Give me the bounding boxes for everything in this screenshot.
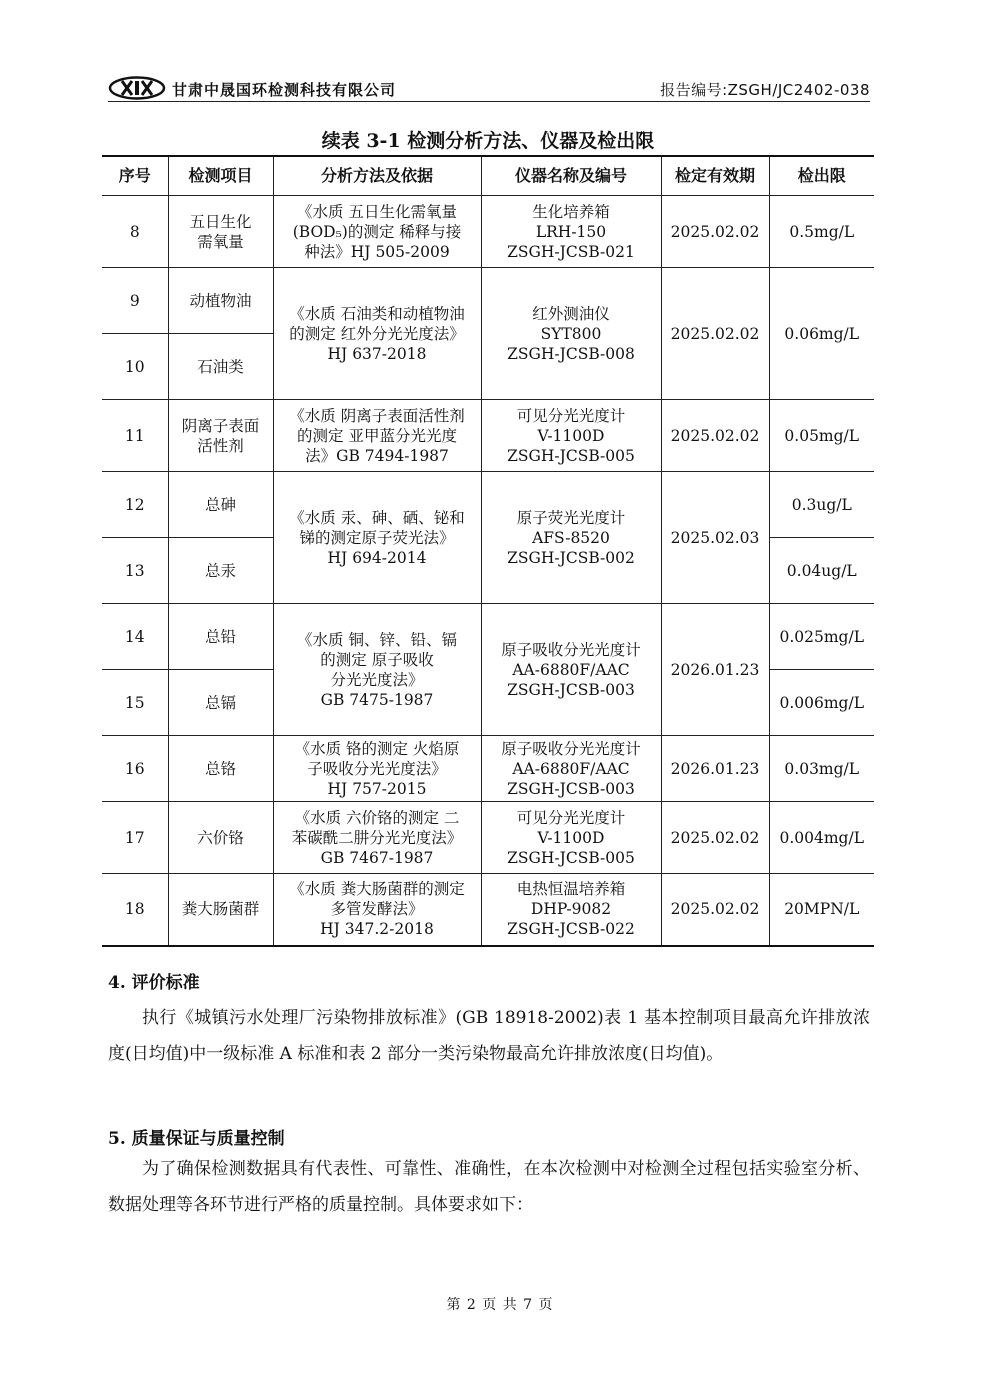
detection-limit: 0.006mg/L — [769, 670, 874, 736]
detection-limit: 0.05mg/L — [769, 400, 874, 472]
row-number: 18 — [102, 874, 168, 946]
detection-limit: 0.04ug/L — [769, 538, 874, 604]
table-title: 续表 3-1 检测分析方法、仪器及检出限 — [321, 130, 655, 152]
instrument: 原子吸收分光光度计 AA-6880F/AAC ZSGH-JCSB-003 — [481, 604, 661, 736]
table-row — [102, 196, 874, 268]
validity-date: 2025.02.02 — [661, 196, 769, 268]
method-basis: 《水质 六价铬的测定 二 苯碳酰二肼分光光度法》 GB 7467-1987 — [273, 802, 481, 874]
col-header: 检测项目 — [168, 156, 273, 196]
test-item: 阴离子表面 活性剂 — [168, 400, 273, 472]
page-number: 第 2 页 共 7 页 — [446, 1297, 554, 1313]
col-header: 仪器名称及编号 — [481, 156, 661, 196]
detection-limit: 0.5mg/L — [769, 196, 874, 268]
detection-limit: 0.3ug/L — [769, 472, 874, 538]
instrument: 原子吸收分光光度计 AA-6880F/AAC ZSGH-JCSB-003 — [481, 736, 661, 802]
validity-date: 2026.01.23 — [661, 736, 769, 802]
section-4-heading: 4. 评价标准 — [108, 973, 200, 993]
section-4-text: 执行《城镇污水处理厂污染物排放标准》(GB 18918-2002)表 1 基本控制项目最高允许排放浓度(日均值)中一级标准 A 标准和表 2 部分一类污染物最高允许排放浓度(日均值)。 — [108, 1008, 870, 1064]
row-number: 10 — [102, 334, 168, 400]
test-item: 动植物油 — [168, 268, 273, 334]
test-item: 总铅 — [168, 604, 273, 670]
row-number: 16 — [102, 736, 168, 802]
row-number: 11 — [102, 400, 168, 472]
instrument: 可见分光光度计 V-1100D ZSGH-JCSB-005 — [481, 400, 661, 472]
col-header: 检定有效期 — [661, 156, 769, 196]
instrument: 生化培养箱 LRH-150 ZSGH-JCSB-021 — [481, 196, 661, 268]
col-header: 分析方法及依据 — [273, 156, 481, 196]
section-5-heading: 5. 质量保证与质量控制 — [108, 1129, 285, 1149]
table-row — [102, 400, 874, 472]
test-item: 粪大肠菌群 — [168, 874, 273, 946]
validity-date: 2025.02.02 — [661, 874, 769, 946]
table-row — [102, 472, 874, 538]
table-row — [102, 736, 874, 802]
method-basis: 《水质 粪大肠菌群的测定 多管发酵法》 HJ 347.2-2018 — [273, 874, 481, 946]
validity-date: 2026.01.23 — [661, 604, 769, 736]
row-number: 9 — [102, 268, 168, 334]
header-divider — [108, 101, 870, 102]
method-basis: 《水质 铜、锌、铅、镉 的测定 原子吸收 分光光度法》 GB 7475-1987 — [273, 604, 481, 736]
row-number: 12 — [102, 472, 168, 538]
detection-limit: 0.03mg/L — [769, 736, 874, 802]
company-logo-icon — [108, 76, 166, 100]
method-basis: 《水质 阴离子表面活性剂 的测定 亚甲蓝分光光度 法》GB 7494-1987 — [273, 400, 481, 472]
col-header: 检出限 — [769, 156, 874, 196]
method-basis: 《水质 铬的测定 火焰原 子吸收分光光度法》 HJ 757-2015 — [273, 736, 481, 802]
test-item: 石油类 — [168, 334, 273, 400]
section-5-text: 为了确保检测数据具有代表性、可靠性、准确性，在本次检测中对检测全过程包括实验室分析、数据处理等各环节进行严格的质量控制。具体要求如下： — [108, 1159, 870, 1215]
page-header — [108, 76, 870, 102]
detection-limit: 20MPN/L — [769, 874, 874, 946]
table-row — [102, 604, 874, 670]
table-row — [102, 874, 874, 946]
row-number: 8 — [102, 196, 168, 268]
validity-date: 2025.02.02 — [661, 802, 769, 874]
company-name: 甘肃中晟国环检测科技有限公司 — [172, 81, 397, 99]
row-number: 15 — [102, 670, 168, 736]
detection-limit: 0.025mg/L — [769, 604, 874, 670]
detection-limit: 0.004mg/L — [769, 802, 874, 874]
method-basis: 《水质 五日生化需氧量 (BOD₅)的测定 稀释与接 种法》HJ 505-2009 — [273, 196, 481, 268]
instrument: 电热恒温培养箱 DHP-9082 ZSGH-JCSB-022 — [481, 874, 661, 946]
report-number: 报告编号:ZSGH/JC2402-038 — [660, 81, 870, 99]
instrument: 红外测油仪 SYT800 ZSGH-JCSB-008 — [481, 268, 661, 400]
instrument: 原子荧光光度计 AFS-8520 ZSGH-JCSB-002 — [481, 472, 661, 604]
test-item: 总砷 — [168, 472, 273, 538]
table-row — [102, 802, 874, 874]
test-item: 总铬 — [168, 736, 273, 802]
col-header: 序号 — [102, 156, 168, 196]
instrument: 可见分光光度计 V-1100D ZSGH-JCSB-005 — [481, 802, 661, 874]
row-number: 17 — [102, 802, 168, 874]
method-basis: 《水质 石油类和动植物油 的测定 红外分光光度法》 HJ 637-2018 — [273, 268, 481, 400]
validity-date: 2025.02.02 — [661, 268, 769, 400]
validity-date: 2025.02.02 — [661, 400, 769, 472]
row-number: 13 — [102, 538, 168, 604]
validity-date: 2025.02.03 — [661, 472, 769, 604]
test-item: 六价铬 — [168, 802, 273, 874]
test-item: 总镉 — [168, 670, 273, 736]
row-number: 14 — [102, 604, 168, 670]
test-item: 总汞 — [168, 538, 273, 604]
detection-limit: 0.06mg/L — [769, 268, 874, 400]
table-header-row — [102, 156, 874, 196]
method-basis: 《水质 汞、砷、硒、铋和 锑的测定原子荧光法》 HJ 694-2014 — [273, 472, 481, 604]
test-item: 五日生化 需氧量 — [168, 196, 273, 268]
methods-table — [102, 155, 874, 947]
table-row — [102, 268, 874, 334]
